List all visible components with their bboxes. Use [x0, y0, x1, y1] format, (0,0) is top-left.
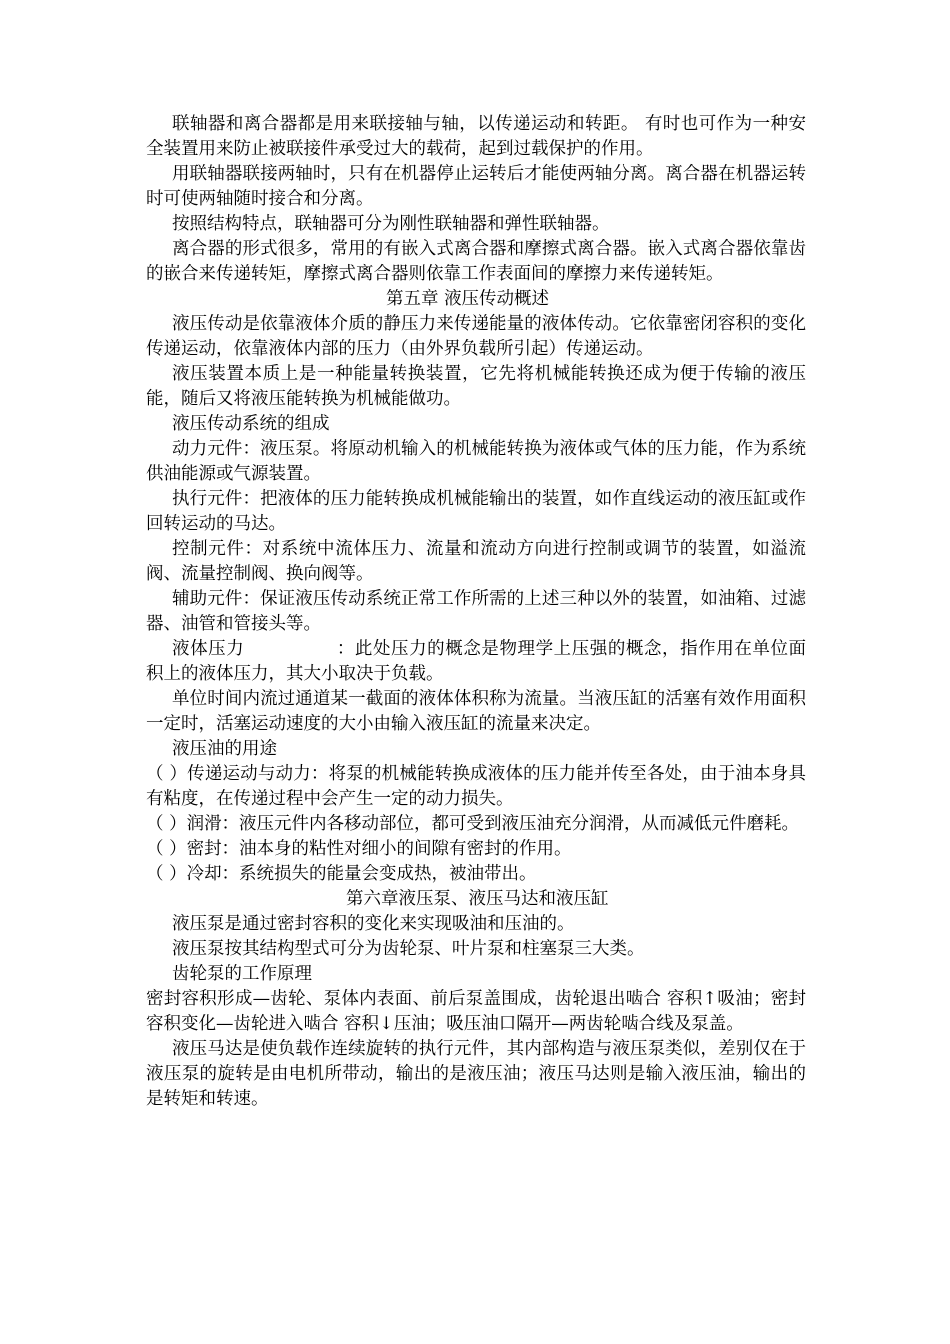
list-item-lubrication: （ ）润滑：液压元件内各移动部位，都可受到液压油充分润滑，从而减低元件磨耗。: [146, 814, 800, 834]
heading-system-composition: 液压传动系统的组成: [172, 414, 330, 434]
document-body: [146, 112, 806, 1112]
paragraph-hydraulic-motor: 液压马达是使负载作连续旋转的执行元件，其内部构造与液压泵类似，差别仅在于液压泵的旋转是由电机所带动，输出的是液压油；液压马达则是输入液压油，输出的是转矩和转速。: [146, 1039, 806, 1109]
paragraph-gear-pump-process: 密封容积形成—齿轮、泵体内表面、前后泵盖围成，齿轮退出啮合 容积↑吸油；密封容积变化—齿轮进入啮合 容积↓压油；吸压油口隔开—两齿轮啮合线及泵盖。: [146, 989, 806, 1034]
paragraph-coupling-types: 按照结构特点，联轴器可分为刚性联轴器和弹性联轴器。: [172, 214, 610, 234]
chapter-6-title: 第六章液压泵、液压马达和液压缸: [346, 889, 609, 909]
paragraph-control-element: 控制元件：对系统中流体压力、流量和流动方向进行控制或调节的装置，如溢流阀、流量控制阀、换向阀等。: [146, 539, 806, 584]
heading-oil-uses: 液压油的用途: [172, 739, 277, 759]
list-item-sealing: （ ）密封：油本身的粘性对细小的间隙有密封的作用。: [146, 839, 572, 859]
paragraph-pump-principle: 液压泵是通过密封容积的变化来实现吸油和压油的。: [172, 914, 575, 934]
paragraph-power-element: 动力元件：液压泵。将原动机输入的机械能转换为液体或气体的压力能，作为系统供油能源或气源装置。: [146, 439, 806, 484]
paragraph-actuator-element: 执行元件：把液体的压力能转换成机械能输出的装置，如作直线运动的液压缸或作回转运动的马达。: [146, 489, 806, 534]
paragraph-energy-conversion: 液压装置本质上是一种能量转换装置，它先将机械能转换还成为便于传输的液压能，随后又将液压能转换为机械能做功。: [146, 364, 806, 409]
list-item-cooling: （ ）冷却：系统损失的能量会变成热，被油带出。: [146, 864, 537, 884]
paragraph-flow-rate: 单位时间内流过通道某一截面的液体体积称为流量。当液压缸的活塞有效作用面积一定时，活塞运动速度的大小由输入液压缸的流量来决定。: [146, 689, 806, 734]
chapter-5-title: 第五章 液压传动概述: [386, 289, 550, 309]
definition-liquid-pressure: ：此处压力的概念是物理学上压强的概念，指作用在单位面积上的液体压力，其大小取决于负载。: [146, 639, 807, 684]
paragraph-auxiliary-element: 辅助元件：保证液压传动系统正常工作所需的上述三种以外的装置，如油箱、过滤器、油管和管接头等。: [146, 589, 806, 634]
paragraph-coupling-separation: 用联轴器联接两轴时，只有在机器停止运转后才能使两轴分离。离合器在机器运转时可使两轴随时接合和分离。: [146, 164, 806, 209]
paragraph-couplings-intro: 联轴器和离合器都是用来联接轴与轴，以传递运动和转距。 有时也可作为一种安全装置用来防止被联接件承受过大的载荷，起到过载保护的作用。: [146, 114, 806, 159]
heading-gear-pump: 齿轮泵的工作原理: [172, 964, 312, 984]
term-liquid-pressure: 液体压力: [172, 639, 245, 659]
paragraph-liquid-pressure: [146, 637, 806, 687]
list-item-transmission: （ ）传递运动与动力：将泵的机械能转换成液体的压力能并传至各处，由于油本身具有粘度，在传递过程中会产生一定的动力损失。: [146, 764, 806, 809]
paragraph-clutch-types: 离合器的形式很多，常用的有嵌入式离合器和摩擦式离合器。嵌入式离合器依靠齿的嵌合来传递转矩，摩擦式离合器则依靠工作表面间的摩擦力来传递转矩。: [146, 239, 806, 284]
paragraph-pump-types: 液压泵按其结构型式可分为齿轮泵、叶片泵和柱塞泵三大类。: [172, 939, 645, 959]
paragraph-hydraulic-definition: 液压传动是依靠液体介质的静压力来传递能量的液体传动。它依靠密闭容积的变化传递运动，依靠液体内部的压力（由外界负载所引起）传递运动。: [146, 314, 806, 359]
